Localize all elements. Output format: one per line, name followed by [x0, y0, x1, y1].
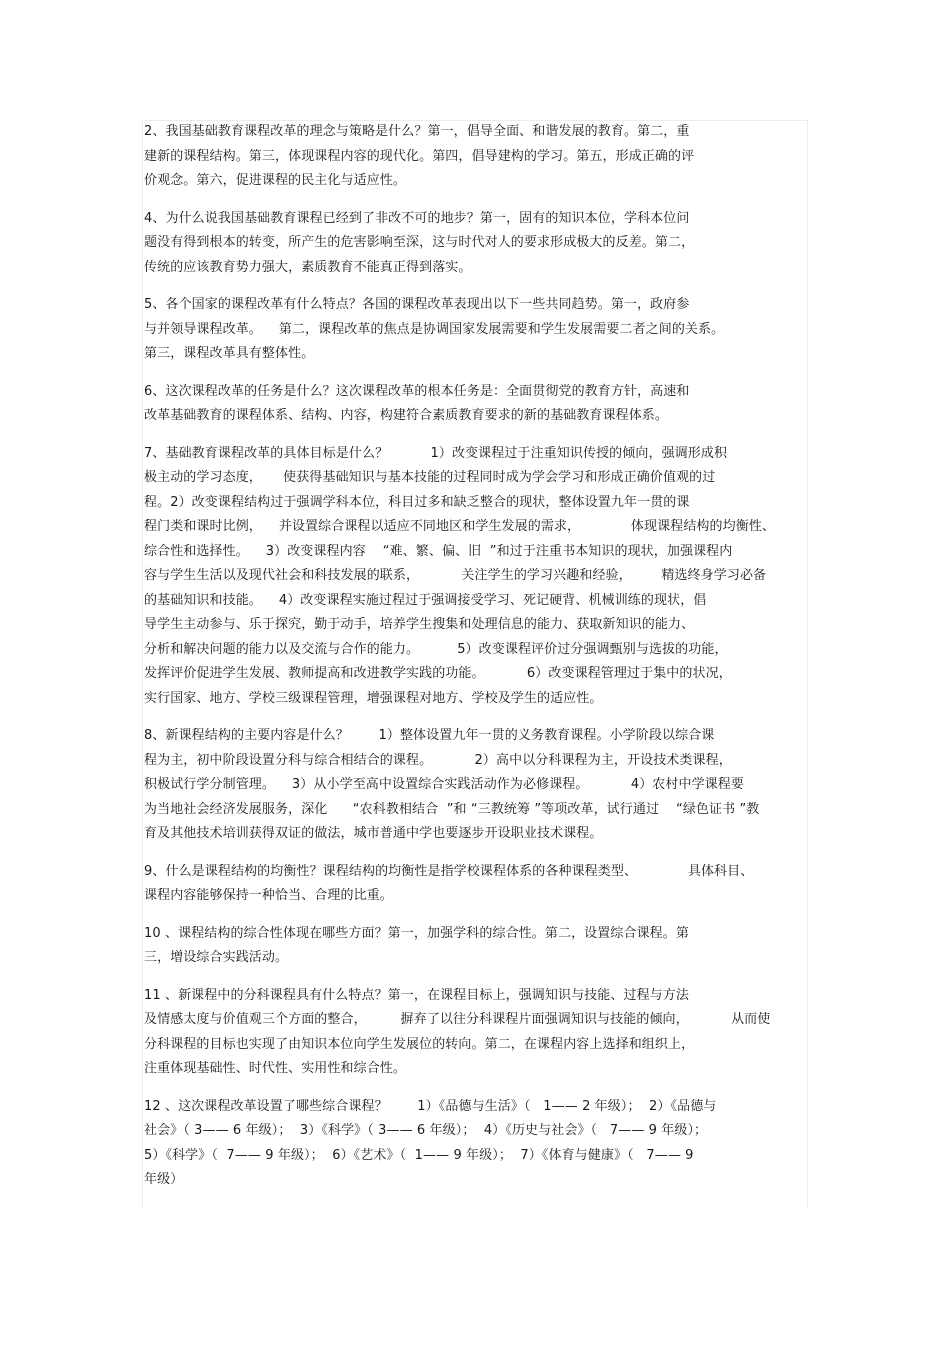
question-paragraph — [144, 922, 808, 971]
text-line: 育及其他技术培训获得双证的做法，城市普通中学也要逐步开设职业技术课程。 — [144, 826, 603, 841]
text-line: 第三，课程改革具有整体性。 — [144, 346, 315, 361]
text-line: 9、什么是课程结构的均衡性？课程结构的均衡性是指学校课程体系的各种课程类型、 具体科目、 — [144, 863, 754, 879]
question-paragraph — [144, 442, 808, 712]
text-line: 11 、新课程中的分科课程具有什么特点？第一，在课程目标上，强调知识与技能、过程与方法 — [144, 987, 689, 1003]
text-line: 7、基础教育课程改革的具体目标是什么？ 1）改变课程过于注重知识传授的倾向，强调形成积 — [144, 445, 728, 461]
text-line: 12 、这次课程改革设置了哪些综合课程？ 1）《品德与生活》（ 1—— 2 年级）； 2）《品德与 — [144, 1098, 717, 1114]
question-paragraph — [144, 293, 808, 367]
text-line: 课程内容能够保持一种恰当、合理的比重。 — [144, 888, 393, 903]
text-line: 传统的应该教育势力强大，素质教育不能真正得到落实。 — [144, 259, 472, 275]
text-line: 建新的课程结构。第三，体现课程内容的现代化。第四，倡导建构的学习。第五，形成正确的评 — [144, 148, 695, 164]
text-line: 注重体现基础性、时代性、实用性和综合性。 — [144, 1061, 407, 1076]
text-line: 6、这次课程改革的任务是什么？这次课程改革的根本任务是：全面贯彻党的教育方针，高速和 — [144, 383, 690, 399]
question-paragraph — [144, 984, 808, 1082]
question-paragraph — [144, 207, 808, 281]
text-line: 4、为什么说我国基础教育课程已经到了非改不可的地步？第一，固有的知识本位，学科本位问 — [144, 210, 690, 226]
text-line: 题没有得到根本的转变，所产生的危害影响至深，这与时代对人的要求形成极大的反差。第二， — [144, 235, 695, 250]
question-paragraph — [144, 1095, 808, 1193]
text-line: 2、我国基础教育课程改革的理念与策略是什么？第一，倡导全面、和谐发展的教育。第二，重 — [144, 124, 690, 139]
question-paragraph — [144, 860, 808, 909]
text-line: 社会》（ 3—— 6 年级）； 3）《科学》（ 3—— 6 年级）； 4）《历史与社会》（ 7—— 9 年级）； — [144, 1123, 708, 1138]
text-line: 与并领导课程改革。 第二，课程改革的焦点是协调国家发展需要和学生发展需要二者之间的关系。 — [144, 321, 725, 337]
question-paragraph — [144, 120, 808, 194]
question-paragraph — [144, 380, 808, 429]
text-line: 分析和解决问题的能力以及交流与合作的能力。 5）改变课程评价过分强调甄别与选拔的功能， — [144, 641, 728, 657]
text-line: 程门类和课时比例， 并设置综合课程以适应不同地区和学生发展的需求， 体现课程结构的均衡性、 — [144, 519, 776, 534]
text-line: 导学生主动参与、乐于探究，勤于动手，培养学生搜集和处理信息的能力、获取新知识的能力、 — [144, 617, 695, 632]
text-line: 发挥评价促进学生发展、教师提高和改进教学实践的功能。 6）改变课程管理过于集中的状况， — [144, 666, 732, 681]
question-paragraph — [144, 724, 808, 847]
text-line: 年级） — [144, 1172, 184, 1187]
text-line: 极主动的学习态度， 使获得基础知识与基本技能的过程同时成为学会学习和形成正确价值观的过 — [144, 470, 716, 485]
text-line: 三，增设综合实践活动。 — [144, 950, 289, 965]
text-line: 实行国家、地方、学校三级课程管理，增强课程对地方、学校及学生的适应性。 — [144, 690, 603, 706]
text-line: 5）《科学》（ 7—— 9 年级）； 6）《艺术》（ 1—— 9 年级）； 7）《体育与健康》（ 7—— 9 — [144, 1147, 694, 1163]
text-line: 10 、课程结构的综合性体现在哪些方面？第一，加强学科的综合性。第二，设置综合课程。第 — [144, 925, 689, 941]
text-line: 的基础知识和技能。 4）改变课程实施过程过于强调接受学习、死记硬背、机械训练的现状，倡 — [144, 592, 707, 608]
text-line: 程为主，初中阶段设置分科与综合相结合的课程。 2）高中以分科课程为主，开设技术类课程， — [144, 752, 732, 768]
text-line: 改革基础教育的课程体系、结构、内容，构建符合素质教育要求的新的基础教育课程体系。 — [144, 408, 669, 423]
text-line: 容与学生生活以及现代社会和科技发展的联系， 关注学生的学习兴趣和经验， 精选终身学习必备 — [144, 568, 767, 583]
text-line: 及情感太度与价值观三个方面的整合， 摒弃了以往分科课程片面强调知识与技能的倾向， 从而使 — [144, 1012, 771, 1027]
text-line: 积极试行学分制管理。 3）从小学至高中设置综合实践活动作为必修课程。 4）农村中学课程要 — [144, 777, 744, 792]
text-line: 程。2）改变课程结构过于强调学科本位，科目过多和缺乏整合的现状，整体设置九年一贯的课 — [144, 494, 690, 510]
text-line: 综合性和选择性。 3）改变课程内容 “难、繁、偏、旧 ”和过于注重书本知识的现状，加强课程内 — [144, 543, 733, 559]
text-line: 5、各个国家的课程改革有什么特点？各国的课程改革表现出以下一些共同趋势。第一，政府参 — [144, 297, 690, 312]
text-line: 8、新课程结构的主要内容是什么？ 1）整体设置九年一贯的义务教育课程。小学阶段以综合课 — [144, 728, 715, 743]
text-line: 价观念。第六，促进课程的民主化与适应性。 — [144, 173, 407, 188]
text-line: 为当地社会经济发展服务，深化 “农科教相结合 ”和 “三教统筹 ”等项改革，试行通过 “绿色证书 ”教 — [144, 801, 760, 817]
document-body — [144, 120, 808, 1206]
text-line: 分科课程的目标也实现了由知识本位向学生发展位的转向。第二，在课程内容上选择和组织上， — [144, 1036, 695, 1052]
